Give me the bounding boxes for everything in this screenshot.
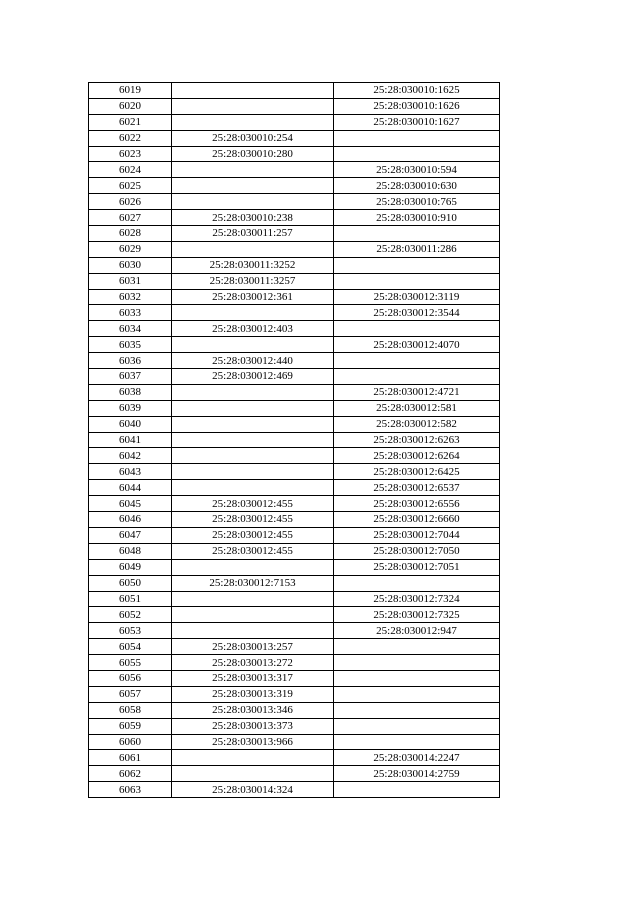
table-row: [89, 543, 500, 559]
related-cadastral-number-cell: 25:28:030012:581: [334, 400, 500, 416]
row-number-cell: 6063: [89, 782, 172, 798]
row-number-cell: 6033: [89, 305, 172, 321]
row-number-cell: 6024: [89, 162, 172, 178]
related-cadastral-number-cell: 25:28:030012:7050: [334, 543, 500, 559]
table-row: [89, 496, 500, 512]
row-number-cell: 6050: [89, 575, 172, 591]
row-number-cell: 6053: [89, 623, 172, 639]
table-row: [89, 305, 500, 321]
related-cadastral-number-cell: 25:28:030012:6660: [334, 512, 500, 528]
related-cadastral-number-cell: 25:28:030010:765: [334, 194, 500, 210]
cadastral-number-cell: 25:28:030011:3252: [172, 257, 334, 273]
table-row: [89, 194, 500, 210]
related-cadastral-number-cell: 25:28:030012:6264: [334, 448, 500, 464]
row-number-cell: 6023: [89, 146, 172, 162]
related-cadastral-number-cell: [334, 369, 500, 385]
table-row: [89, 241, 500, 257]
cadastral-number-cell: [172, 416, 334, 432]
cadastral-number-cell: 25:28:030011:3257: [172, 273, 334, 289]
table-row: [89, 257, 500, 273]
cadastral-number-cell: [172, 559, 334, 575]
cadastral-number-cell: 25:28:030013:272: [172, 655, 334, 671]
row-number-cell: 6054: [89, 639, 172, 655]
row-number-cell: 6039: [89, 400, 172, 416]
cadastral-number-cell: [172, 178, 334, 194]
cadastral-number-cell: [172, 766, 334, 782]
cadastral-number-cell: [172, 194, 334, 210]
row-number-cell: 6058: [89, 702, 172, 718]
row-number-cell: 6048: [89, 543, 172, 559]
row-number-cell: 6041: [89, 432, 172, 448]
table-row: [89, 114, 500, 130]
row-number-cell: 6028: [89, 226, 172, 242]
cadastral-number-cell: [172, 464, 334, 480]
table-row: [89, 702, 500, 718]
table-row: [89, 289, 500, 305]
related-cadastral-number-cell: 25:28:030012:4070: [334, 337, 500, 353]
related-cadastral-number-cell: [334, 670, 500, 686]
cadastral-number-cell: [172, 591, 334, 607]
row-number-cell: 6031: [89, 273, 172, 289]
table-row: [89, 146, 500, 162]
cadastral-number-cell: [172, 241, 334, 257]
related-cadastral-number-cell: [334, 639, 500, 655]
row-number-cell: 6044: [89, 480, 172, 496]
cadastral-number-cell: [172, 623, 334, 639]
table-row: [89, 448, 500, 464]
cadastral-number-cell: 25:28:030010:280: [172, 146, 334, 162]
row-number-cell: 6059: [89, 718, 172, 734]
row-number-cell: 6055: [89, 655, 172, 671]
table-row: [89, 734, 500, 750]
row-number-cell: 6026: [89, 194, 172, 210]
row-number-cell: 6019: [89, 83, 172, 99]
row-number-cell: 6022: [89, 130, 172, 146]
related-cadastral-number-cell: [334, 353, 500, 369]
cadastral-number-cell: [172, 750, 334, 766]
cadastral-number-table: [88, 82, 500, 798]
table-row: [89, 480, 500, 496]
related-cadastral-number-cell: 25:28:030012:6263: [334, 432, 500, 448]
cadastral-number-cell: [172, 83, 334, 99]
cadastral-number-cell: 25:28:030012:455: [172, 543, 334, 559]
cadastral-number-cell: 25:28:030013:346: [172, 702, 334, 718]
table-row: [89, 432, 500, 448]
related-cadastral-number-cell: 25:28:030012:4721: [334, 384, 500, 400]
table-row: [89, 512, 500, 528]
table-row: [89, 782, 500, 798]
cadastral-number-cell: 25:28:030013:257: [172, 639, 334, 655]
related-cadastral-number-cell: 25:28:030012:947: [334, 623, 500, 639]
related-cadastral-number-cell: 25:28:030010:1626: [334, 98, 500, 114]
row-number-cell: 6045: [89, 496, 172, 512]
table-row: [89, 273, 500, 289]
row-number-cell: 6060: [89, 734, 172, 750]
table-row: [89, 766, 500, 782]
cadastral-number-cell: 25:28:030010:254: [172, 130, 334, 146]
row-number-cell: 6061: [89, 750, 172, 766]
related-cadastral-number-cell: 25:28:030011:286: [334, 241, 500, 257]
table-row: [89, 575, 500, 591]
table-row: [89, 607, 500, 623]
row-number-cell: 6042: [89, 448, 172, 464]
cadastral-number-cell: [172, 305, 334, 321]
related-cadastral-number-cell: [334, 575, 500, 591]
row-number-cell: 6020: [89, 98, 172, 114]
cadastral-number-cell: 25:28:030013:966: [172, 734, 334, 750]
cadastral-number-cell: [172, 432, 334, 448]
related-cadastral-number-cell: 25:28:030012:7044: [334, 527, 500, 543]
related-cadastral-number-cell: 25:28:030010:594: [334, 162, 500, 178]
cadastral-number-cell: [172, 162, 334, 178]
table-row: [89, 210, 500, 226]
related-cadastral-number-cell: [334, 782, 500, 798]
table-row: [89, 718, 500, 734]
cadastral-number-cell: 25:28:030012:361: [172, 289, 334, 305]
row-number-cell: 6034: [89, 321, 172, 337]
row-number-cell: 6051: [89, 591, 172, 607]
table-row: [89, 226, 500, 242]
row-number-cell: 6056: [89, 670, 172, 686]
related-cadastral-number-cell: [334, 146, 500, 162]
cadastral-number-cell: 25:28:030013:317: [172, 670, 334, 686]
related-cadastral-number-cell: [334, 734, 500, 750]
row-number-cell: 6049: [89, 559, 172, 575]
row-number-cell: 6038: [89, 384, 172, 400]
row-number-cell: 6027: [89, 210, 172, 226]
cadastral-number-cell: 25:28:030014:324: [172, 782, 334, 798]
cadastral-number-cell: 25:28:030012:440: [172, 353, 334, 369]
related-cadastral-number-cell: 25:28:030012:6425: [334, 464, 500, 480]
table-body: [89, 83, 500, 798]
table-row: [89, 162, 500, 178]
related-cadastral-number-cell: [334, 718, 500, 734]
related-cadastral-number-cell: [334, 257, 500, 273]
table-row: [89, 400, 500, 416]
table-row: [89, 337, 500, 353]
table-row: [89, 623, 500, 639]
table-row: [89, 686, 500, 702]
cadastral-number-cell: [172, 400, 334, 416]
row-number-cell: 6052: [89, 607, 172, 623]
related-cadastral-number-cell: [334, 273, 500, 289]
related-cadastral-number-cell: 25:28:030012:7324: [334, 591, 500, 607]
related-cadastral-number-cell: [334, 321, 500, 337]
cadastral-number-cell: [172, 337, 334, 353]
cadastral-number-cell: 25:28:030012:455: [172, 527, 334, 543]
related-cadastral-number-cell: 25:28:030014:2759: [334, 766, 500, 782]
cadastral-number-cell: [172, 114, 334, 130]
row-number-cell: 6037: [89, 369, 172, 385]
table-row: [89, 591, 500, 607]
table-row: [89, 416, 500, 432]
cadastral-number-cell: 25:28:030012:403: [172, 321, 334, 337]
related-cadastral-number-cell: [334, 686, 500, 702]
table-row: [89, 639, 500, 655]
row-number-cell: 6040: [89, 416, 172, 432]
related-cadastral-number-cell: 25:28:030012:7325: [334, 607, 500, 623]
row-number-cell: 6047: [89, 527, 172, 543]
row-number-cell: 6036: [89, 353, 172, 369]
cadastral-number-cell: [172, 480, 334, 496]
table-row: [89, 670, 500, 686]
related-cadastral-number-cell: [334, 655, 500, 671]
cadastral-number-cell: 25:28:030012:455: [172, 512, 334, 528]
related-cadastral-number-cell: 25:28:030014:2247: [334, 750, 500, 766]
related-cadastral-number-cell: 25:28:030012:3119: [334, 289, 500, 305]
row-number-cell: 6043: [89, 464, 172, 480]
cadastral-number-cell: [172, 98, 334, 114]
related-cadastral-number-cell: [334, 226, 500, 242]
table-row: [89, 464, 500, 480]
related-cadastral-number-cell: 25:28:030012:6556: [334, 496, 500, 512]
table-row: [89, 321, 500, 337]
table-row: [89, 750, 500, 766]
table-row: [89, 559, 500, 575]
related-cadastral-number-cell: 25:28:030010:1627: [334, 114, 500, 130]
related-cadastral-number-cell: [334, 130, 500, 146]
table-row: [89, 83, 500, 99]
row-number-cell: 6029: [89, 241, 172, 257]
table-row: [89, 178, 500, 194]
table-row: [89, 353, 500, 369]
table-row: [89, 527, 500, 543]
related-cadastral-number-cell: 25:28:030012:3544: [334, 305, 500, 321]
row-number-cell: 6057: [89, 686, 172, 702]
related-cadastral-number-cell: 25:28:030010:910: [334, 210, 500, 226]
cadastral-number-cell: [172, 607, 334, 623]
table-row: [89, 655, 500, 671]
related-cadastral-number-cell: 25:28:030010:1625: [334, 83, 500, 99]
table-row: [89, 384, 500, 400]
related-cadastral-number-cell: 25:28:030010:630: [334, 178, 500, 194]
table-row: [89, 98, 500, 114]
related-cadastral-number-cell: 25:28:030012:6537: [334, 480, 500, 496]
row-number-cell: 6025: [89, 178, 172, 194]
row-number-cell: 6035: [89, 337, 172, 353]
cadastral-number-cell: 25:28:030012:7153: [172, 575, 334, 591]
related-cadastral-number-cell: [334, 702, 500, 718]
row-number-cell: 6062: [89, 766, 172, 782]
related-cadastral-number-cell: 25:28:030012:7051: [334, 559, 500, 575]
cadastral-number-cell: [172, 384, 334, 400]
table-row: [89, 369, 500, 385]
cadastral-number-cell: 25:28:030012:469: [172, 369, 334, 385]
cadastral-number-cell: 25:28:030013:373: [172, 718, 334, 734]
cadastral-number-cell: 25:28:030013:319: [172, 686, 334, 702]
related-cadastral-number-cell: 25:28:030012:582: [334, 416, 500, 432]
cadastral-number-cell: 25:28:030012:455: [172, 496, 334, 512]
cadastral-number-cell: [172, 448, 334, 464]
row-number-cell: 6046: [89, 512, 172, 528]
cadastral-number-cell: 25:28:030011:257: [172, 226, 334, 242]
row-number-cell: 6030: [89, 257, 172, 273]
row-number-cell: 6032: [89, 289, 172, 305]
table-row: [89, 130, 500, 146]
row-number-cell: 6021: [89, 114, 172, 130]
cadastral-number-cell: 25:28:030010:238: [172, 210, 334, 226]
